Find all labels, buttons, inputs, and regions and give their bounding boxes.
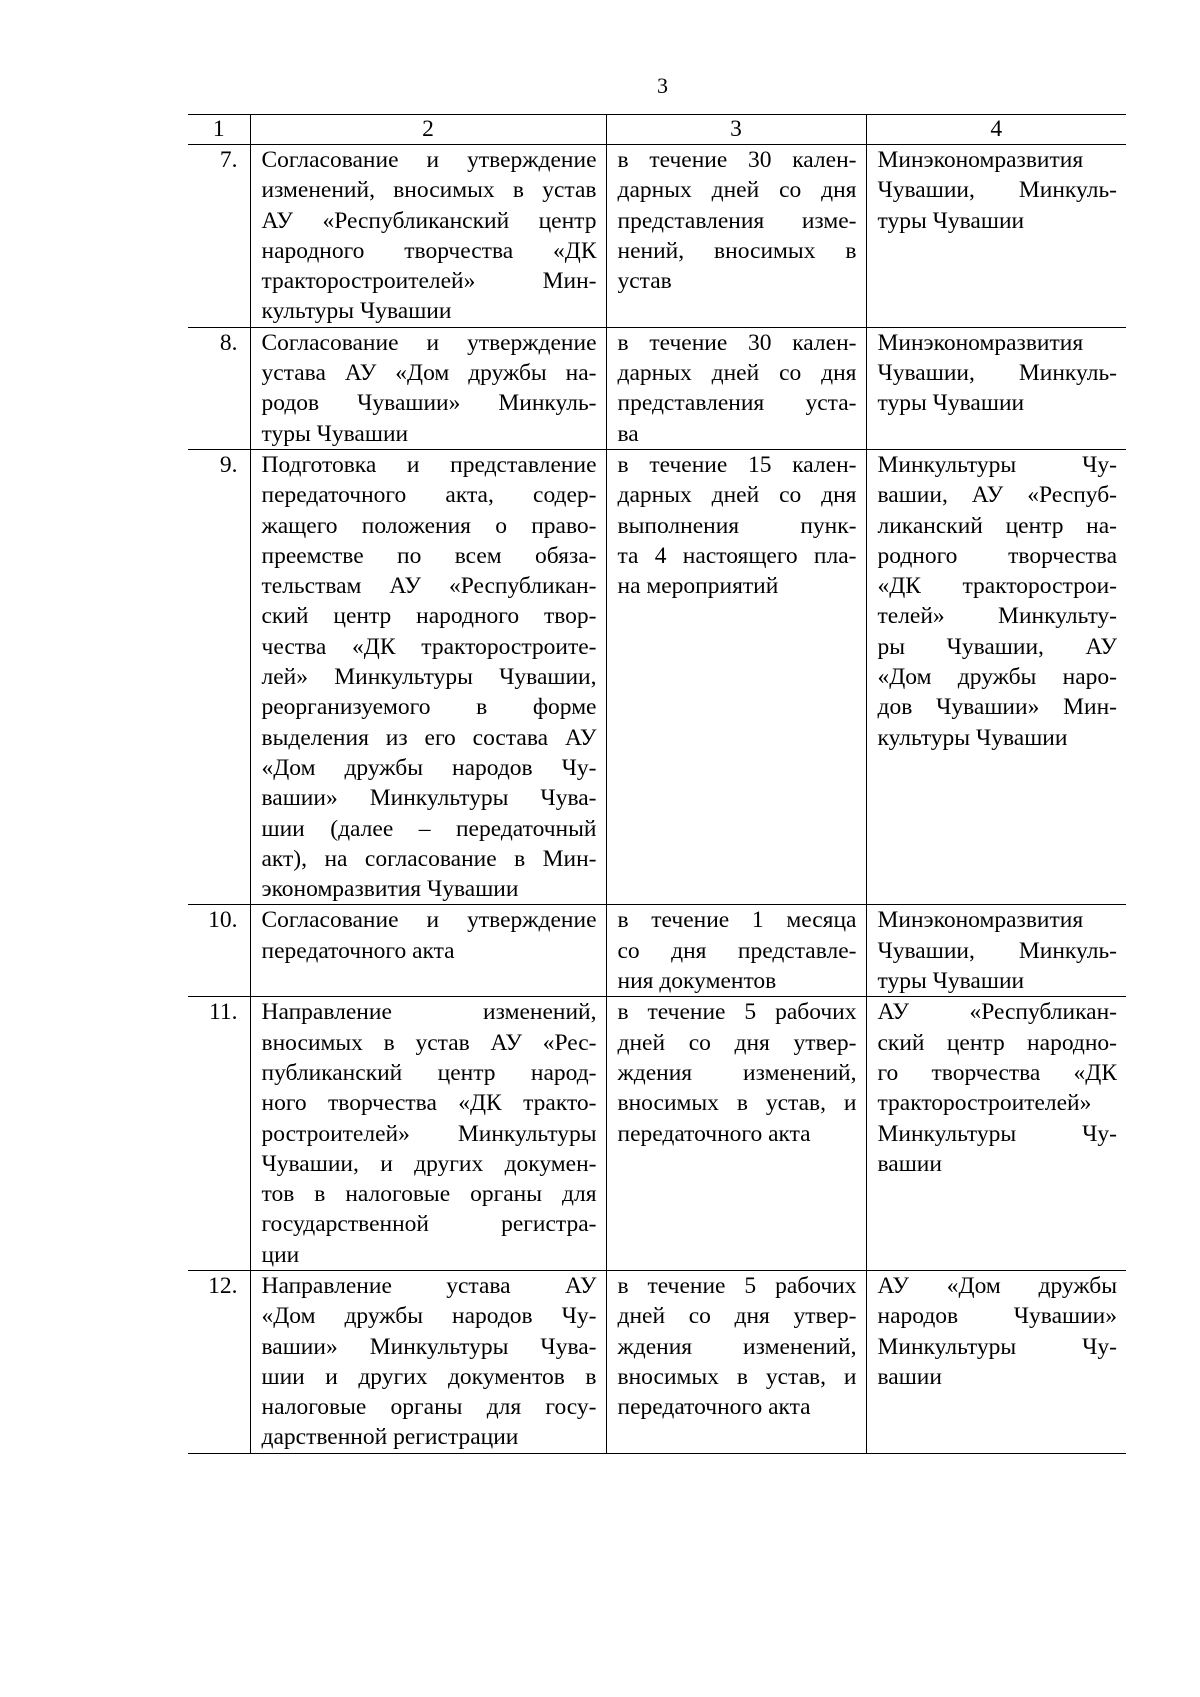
responsible-text-line: Чувашии, Минкуль- bbox=[877, 177, 1117, 204]
deadline-text-line: в течение 1 месяца bbox=[617, 907, 857, 934]
deadline-text-line: дней со дня утвер- bbox=[617, 1303, 857, 1330]
responsible-text-line: «ДК тракторострои- bbox=[877, 573, 1117, 600]
action-text-line: публиканский центр народ- bbox=[261, 1059, 597, 1086]
row-number: 10. bbox=[188, 905, 250, 997]
deadline-text-line: в течение 30 кален- bbox=[617, 329, 857, 356]
action-text-line: акт), на согласование в Мин- bbox=[261, 845, 597, 872]
action-text-line: Согласование и утверждение bbox=[261, 907, 597, 934]
deadline-text-line: дней со дня утвер- bbox=[617, 1029, 857, 1056]
responsible-text-line: Минэкономразвития bbox=[877, 907, 1084, 934]
action-text-line: Направление устава АУ bbox=[261, 1272, 597, 1299]
cell-responsible bbox=[866, 145, 1126, 328]
responsible-text-line: телей» Минкульту- bbox=[877, 603, 1117, 630]
responsible-text-line: дов Чувашии» Мин- bbox=[877, 694, 1117, 721]
responsible-text-line: Минкультуры Чу- bbox=[877, 1120, 1117, 1147]
table-row bbox=[188, 905, 1126, 997]
action-text-line: «Дом дружбы народов Чу- bbox=[261, 754, 597, 781]
action-text-line: народного творчества «ДК bbox=[261, 237, 597, 264]
cell-responsible bbox=[866, 905, 1126, 997]
cell-action bbox=[250, 997, 606, 1271]
column-number: 2 bbox=[250, 115, 606, 145]
cell-deadline bbox=[606, 1270, 866, 1453]
action-text-line: родов Чувашии» Минкуль- bbox=[261, 390, 597, 417]
deadline-text-line: дарных дней со дня bbox=[617, 482, 857, 509]
responsible-text-line: туры Чувашии bbox=[877, 207, 1025, 234]
table-row bbox=[188, 1270, 1126, 1453]
action-text-line: туры Чувашии bbox=[261, 420, 409, 447]
responsible-text-line: культуры Чувашии bbox=[877, 724, 1068, 751]
responsible-text-line: вашии bbox=[877, 1363, 942, 1390]
action-text-line: вашии» Минкультуры Чува- bbox=[261, 785, 597, 812]
row-number: 7. bbox=[188, 145, 250, 328]
cell-action bbox=[250, 327, 606, 449]
action-text-line: ного творчества «ДК тракто- bbox=[261, 1090, 597, 1117]
plan-table-body bbox=[188, 115, 1126, 1454]
table-row bbox=[188, 997, 1126, 1271]
action-text-line: устава АУ «Дом дружбы на- bbox=[261, 360, 597, 387]
action-text-line: чества «ДК тракторостроите- bbox=[261, 633, 597, 660]
responsible-text-line: Минэкономразвития bbox=[877, 147, 1084, 173]
action-text-line: передаточного акта bbox=[261, 937, 455, 964]
deadline-text-line: вносимых в устав, и bbox=[617, 1090, 857, 1117]
deadline-text-line: представления изме- bbox=[617, 207, 857, 234]
responsible-text-line: Чувашии, Минкуль- bbox=[877, 937, 1117, 964]
action-text-line: Согласование и утверждение bbox=[261, 147, 597, 173]
responsible-text-line: тракторостроителей» bbox=[877, 1090, 1092, 1117]
row-number: 8. bbox=[188, 327, 250, 449]
action-text-line: тракторостроителей» Мин- bbox=[261, 268, 597, 295]
action-text-line: АУ «Республиканский центр bbox=[261, 207, 597, 234]
cell-action bbox=[250, 449, 606, 904]
cell-deadline bbox=[606, 905, 866, 997]
action-text-line: тельствам АУ «Республикан- bbox=[261, 573, 597, 600]
action-text-line: государственной регистра- bbox=[261, 1211, 597, 1238]
deadline-text-line: устав bbox=[617, 268, 672, 295]
cell-responsible bbox=[866, 1270, 1126, 1453]
responsible-text-line: родного творчества bbox=[877, 542, 1117, 569]
plan-table bbox=[188, 114, 1126, 1454]
action-text-line: дарственной регистрации bbox=[261, 1424, 519, 1451]
action-text-line: вносимых в устав АУ «Рес- bbox=[261, 1029, 597, 1056]
responsible-text-line: Минэкономразвития bbox=[877, 329, 1084, 356]
deadline-text-line: в течение 5 рабочих bbox=[617, 1272, 857, 1299]
deadline-text-line: дарных дней со дня bbox=[617, 177, 857, 204]
table-row bbox=[188, 145, 1126, 328]
column-numbers-row bbox=[188, 115, 1126, 145]
responsible-text-line: вашии bbox=[877, 1150, 942, 1177]
deadline-text-line: ждения изменений, bbox=[617, 1333, 857, 1360]
action-text-line: реорганизуемого в форме bbox=[261, 694, 597, 721]
action-text-line: тов в налоговые органы для bbox=[261, 1181, 597, 1208]
deadline-text-line: в течение 15 кален- bbox=[617, 451, 857, 478]
column-number: 1 bbox=[188, 115, 250, 145]
responsible-text-line: «Дом дружбы наро- bbox=[877, 664, 1117, 691]
action-text-line: Согласование и утверждение bbox=[261, 329, 597, 356]
cell-responsible bbox=[866, 327, 1126, 449]
deadline-text-line: на мероприятий bbox=[617, 573, 779, 600]
deadline-text-line: дарных дней со дня bbox=[617, 360, 857, 387]
row-number: 9. bbox=[188, 449, 250, 904]
responsible-text-line: АУ «Республикан- bbox=[877, 999, 1117, 1026]
deadline-text-line: вносимых в устав, и bbox=[617, 1363, 857, 1390]
cell-deadline bbox=[606, 327, 866, 449]
action-text-line: выделения из его состава АУ bbox=[261, 724, 597, 751]
action-text-line: налоговые органы для госу- bbox=[261, 1394, 597, 1421]
action-text-line: изменений, вносимых в устав bbox=[261, 177, 597, 204]
deadline-text-line: выполнения пунк- bbox=[617, 512, 857, 539]
cell-action bbox=[250, 1270, 606, 1453]
responsible-text-line: вашии, АУ «Респуб- bbox=[877, 482, 1117, 509]
deadline-text-line: ждения изменений, bbox=[617, 1059, 857, 1086]
deadline-text-line: ния документов bbox=[617, 968, 777, 995]
cell-deadline bbox=[606, 449, 866, 904]
cell-responsible bbox=[866, 449, 1126, 904]
responsible-text-line: туры Чувашии bbox=[877, 968, 1025, 995]
action-text-line: лей» Минкультуры Чувашии, bbox=[261, 664, 597, 691]
page-number: 3 bbox=[657, 73, 668, 98]
action-text-line: шии и других документов в bbox=[261, 1363, 597, 1390]
responsible-text-line: ский центр народно- bbox=[877, 1029, 1117, 1056]
cell-deadline bbox=[606, 145, 866, 328]
action-text-line: ростроителей» Минкультуры bbox=[261, 1120, 597, 1147]
action-text-line: культуры Чувашии bbox=[261, 298, 452, 325]
action-text-line: жащего положения о право- bbox=[261, 512, 597, 539]
responsible-text-line: Чувашии, Минкуль- bbox=[877, 360, 1117, 387]
responsible-text-line: Минкультуры Чу- bbox=[877, 451, 1117, 478]
deadline-text-line: та 4 настоящего пла- bbox=[617, 542, 857, 569]
deadline-text-line: представления уста- bbox=[617, 390, 857, 417]
deadline-text-line: со дня представле- bbox=[617, 937, 857, 964]
column-number: 3 bbox=[606, 115, 866, 145]
responsible-text-line: Минкультуры Чу- bbox=[877, 1333, 1117, 1360]
responsible-text-line: ры Чувашии, АУ bbox=[877, 633, 1117, 660]
responsible-text-line: народов Чувашии» bbox=[877, 1303, 1117, 1330]
action-text-line: Подготовка и представление bbox=[261, 451, 597, 478]
table-row bbox=[188, 327, 1126, 449]
action-text-line: преемстве по всем обяза- bbox=[261, 542, 597, 569]
row-number: 11. bbox=[188, 997, 250, 1271]
column-number: 4 bbox=[866, 115, 1126, 145]
table-row bbox=[188, 449, 1126, 904]
row-number: 12. bbox=[188, 1270, 250, 1453]
responsible-text-line: ликанский центр на- bbox=[877, 512, 1117, 539]
deadline-text-line: в течение 30 кален- bbox=[617, 147, 857, 173]
deadline-text-line: передаточного акта bbox=[617, 1394, 811, 1421]
deadline-text-line: передаточного акта bbox=[617, 1120, 811, 1147]
action-text-line: Чувашии, и других докумен- bbox=[261, 1150, 597, 1177]
responsible-text-line: го творчества «ДК bbox=[877, 1059, 1117, 1086]
cell-action bbox=[250, 145, 606, 328]
action-text-line: ский центр народного твор- bbox=[261, 603, 597, 630]
action-text-line: передаточного акта, содер- bbox=[261, 482, 597, 509]
responsible-text-line: туры Чувашии bbox=[877, 390, 1025, 417]
action-text-line: вашии» Минкультуры Чува- bbox=[261, 1333, 597, 1360]
cell-deadline bbox=[606, 997, 866, 1271]
action-text-line: ции bbox=[261, 1241, 300, 1268]
action-text-line: Направление изменений, bbox=[261, 999, 597, 1026]
action-text-line: экономразвития Чувашии bbox=[261, 876, 519, 903]
cell-action bbox=[250, 905, 606, 997]
cell-responsible bbox=[866, 997, 1126, 1271]
deadline-text-line: ва bbox=[617, 420, 639, 447]
action-text-line: «Дом дружбы народов Чу- bbox=[261, 1303, 597, 1330]
responsible-text-line: АУ «Дом дружбы bbox=[877, 1272, 1117, 1299]
action-text-line: шии (далее – передаточный bbox=[261, 815, 597, 842]
deadline-text-line: нений, вносимых в bbox=[617, 237, 857, 264]
deadline-text-line: в течение 5 рабочих bbox=[617, 999, 857, 1026]
